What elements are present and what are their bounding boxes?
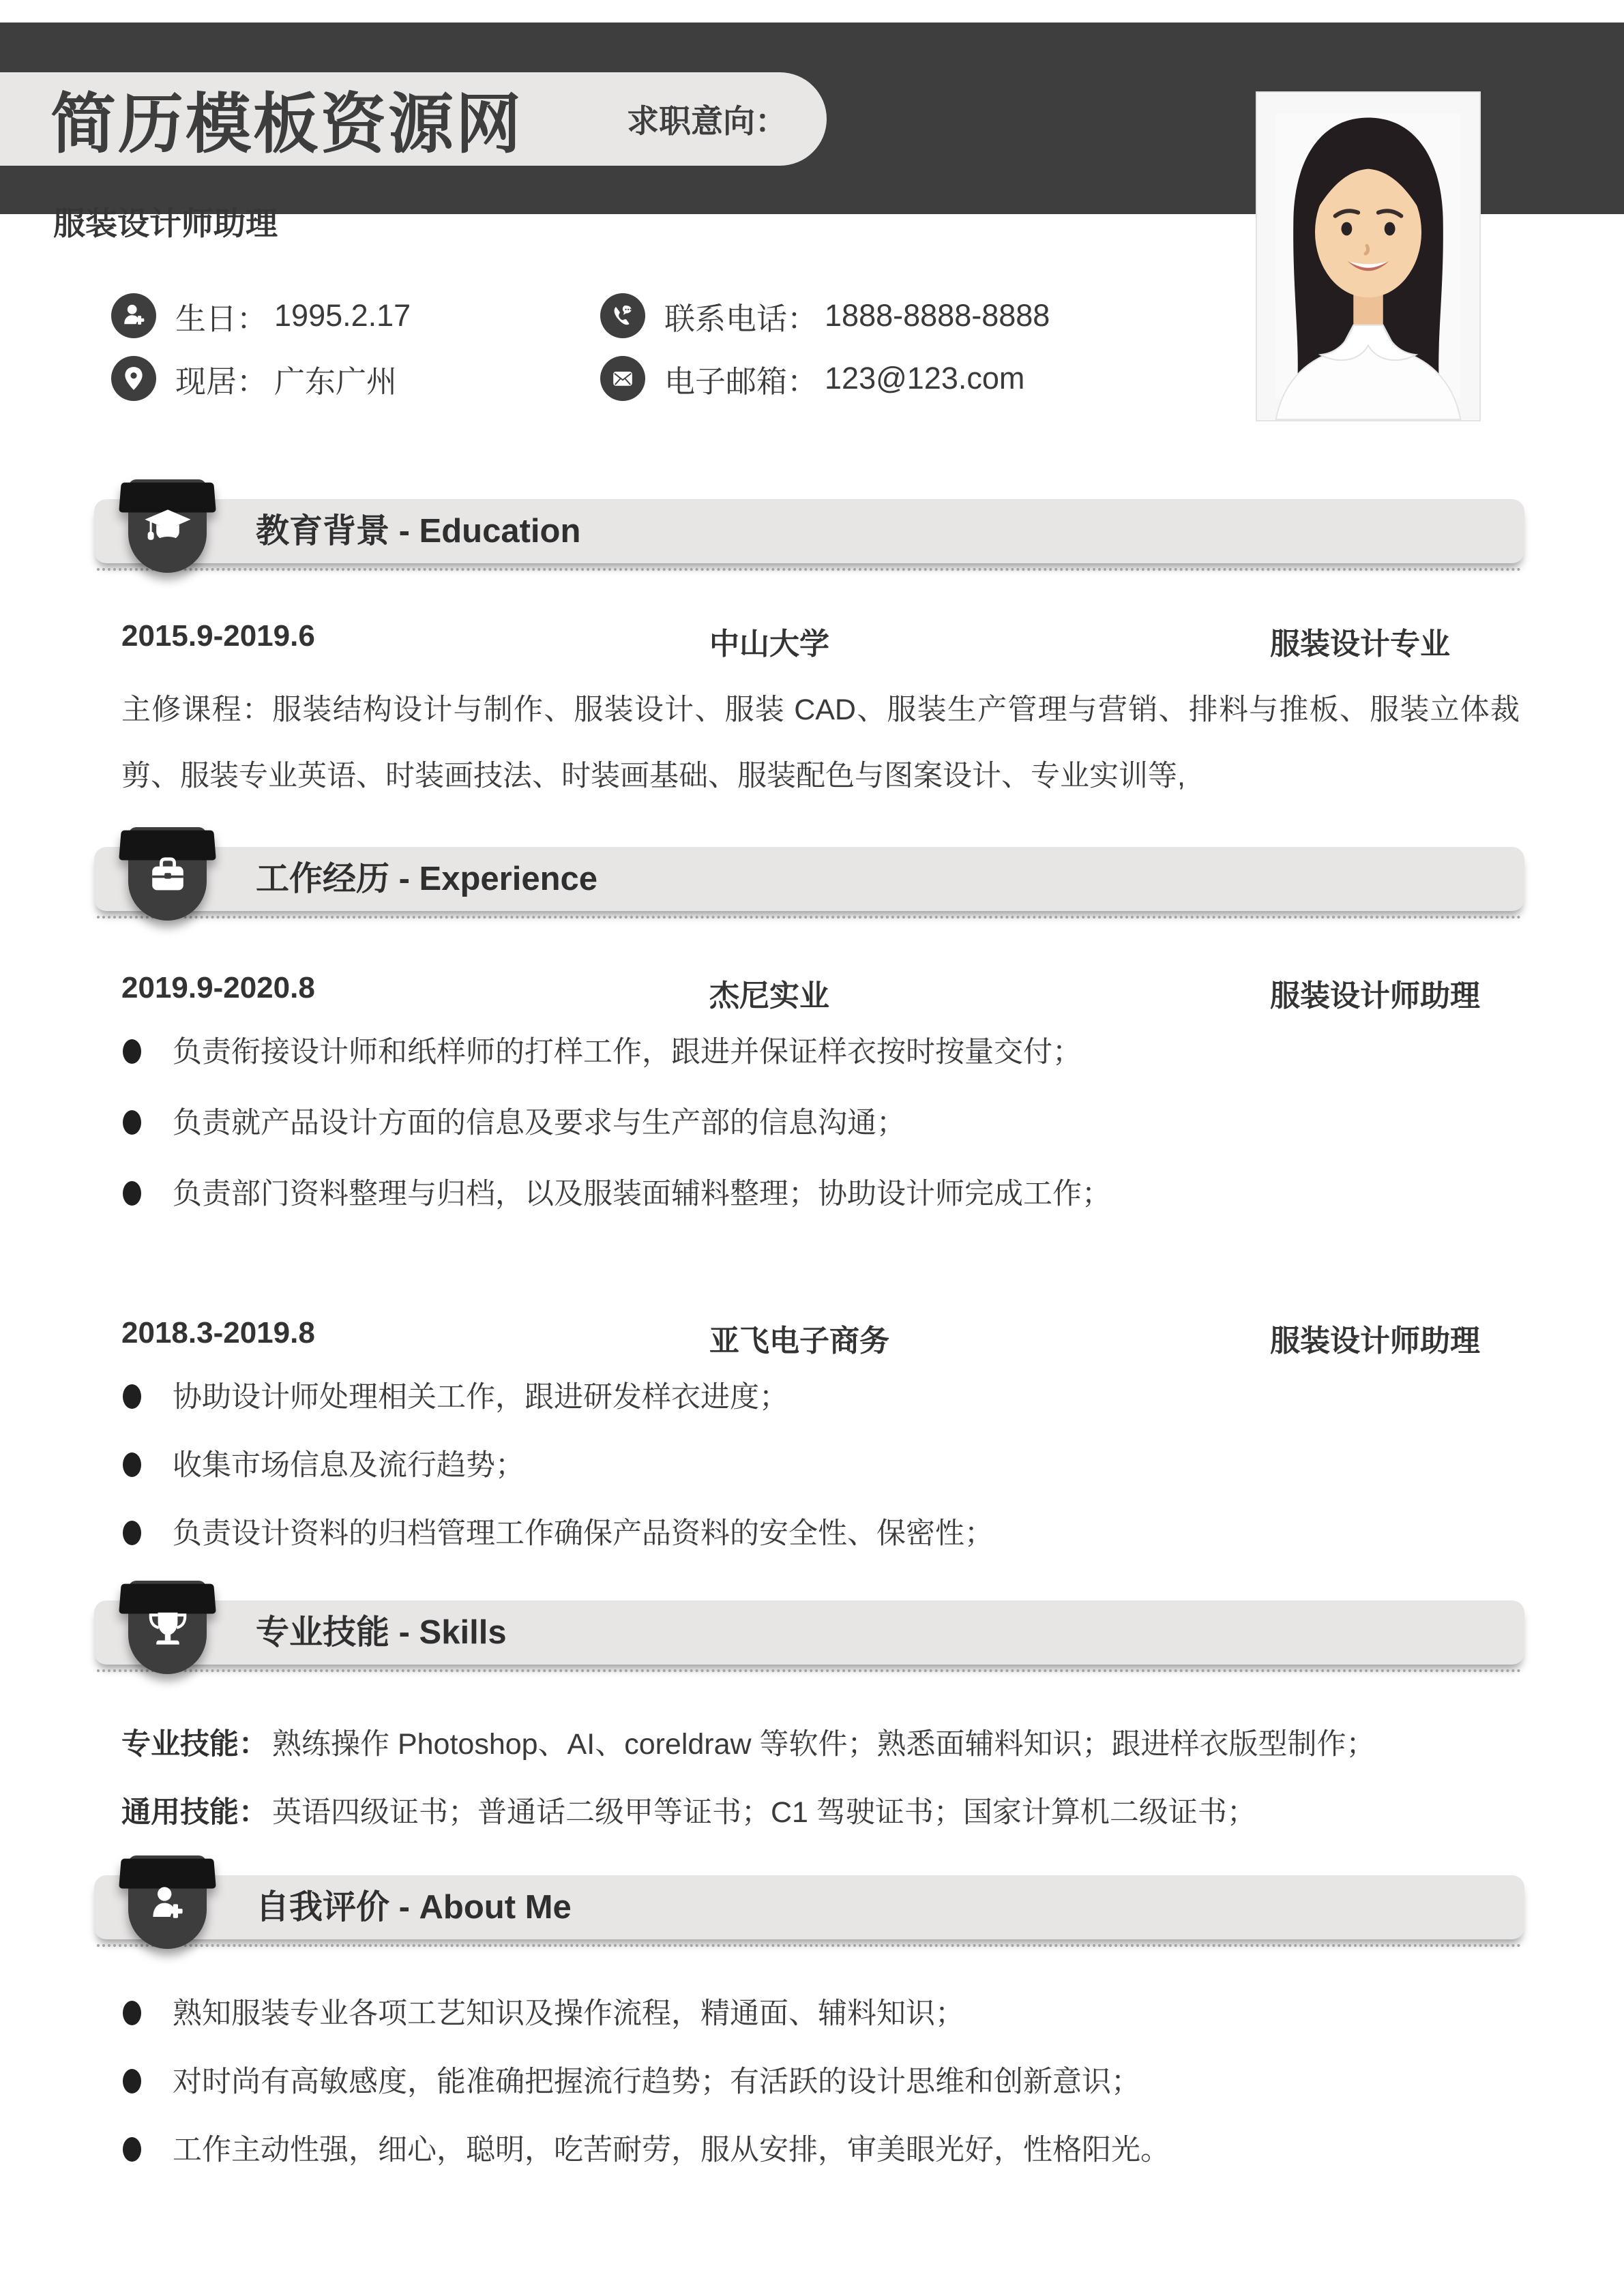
experience-company: 杰尼实业 [709, 979, 829, 1013]
experience-bullets [121, 1379, 1526, 1583]
briefcase-icon [128, 827, 207, 921]
section-about-header [94, 1875, 1524, 1939]
skills-label: 专业技能： [121, 1728, 268, 1761]
user-plus-icon [128, 1855, 207, 1949]
list-item [121, 1515, 1526, 1552]
bullet-dot [123, 1039, 141, 1064]
list-item [121, 2063, 1526, 2100]
user-plus-icon [111, 293, 156, 338]
phone-icon [600, 293, 645, 338]
experience-entry [121, 971, 1520, 1013]
bullet-text: 协助设计师处理相关工作，跟进研发样衣进度； [173, 1381, 788, 1414]
bullet-dot [123, 2001, 141, 2025]
list-item [121, 1176, 1526, 1212]
bullet-dot [123, 2137, 141, 2162]
list-item [121, 1105, 1526, 1142]
contact-label: 生日： [175, 301, 268, 336]
contact-birthday [111, 293, 600, 338]
bullet-dot [123, 2069, 141, 2093]
experience-period: 2018.3-2019.8 [121, 1316, 315, 1350]
experience-bullets [121, 1034, 1526, 1247]
bullet-dot [123, 1521, 141, 1545]
bullet-text: 工作主动性强，细心，聪明，吃苦耐劳，服从安排，审美眼光好，性格阳光。 [173, 2134, 1170, 2166]
portrait-illustration [1257, 93, 1479, 420]
bullet-text: 熟知服装专业各项工艺知识及操作流程，精通面、辅料知识； [173, 1997, 964, 2030]
bullet-text: 负责衔接设计师和纸样师的打样工作，跟进并保证样衣按时按量交付； [173, 1036, 1082, 1069]
bullet-text: 负责设计资料的归档管理工作确保产品资料的安全性、保密性； [173, 1517, 994, 1550]
contact-label: 现居： [175, 363, 268, 399]
experience-entry [121, 1316, 1520, 1358]
bullet-text: 负责部门资料整理与归档，以及服装面辅料整理；协助设计师完成工作； [173, 1178, 1111, 1210]
education-courses: 主修课程：服装结构设计与制作、服装设计、服装 CAD、服装生产管理与营销、排料与推板、服装立体裁剪、服装专业英语、时装画技法、时装画基础、服装配色与图案设计、专业实训等, [121, 694, 1520, 792]
contact-value: 123@123.com [825, 361, 1025, 396]
bullet-dot [123, 1384, 141, 1409]
skills-line-professional [121, 1721, 1526, 1763]
bullet-dot [123, 1452, 141, 1477]
list-item [121, 1034, 1526, 1071]
contact-info [111, 293, 1050, 401]
contact-value: 广东广州 [274, 363, 398, 399]
contact-location [111, 356, 600, 401]
contact-phone [600, 293, 1050, 338]
header-banner [0, 72, 827, 166]
experience-role: 服装设计师助理 [1270, 979, 1480, 1013]
experience-company: 亚飞电子商务 [709, 1324, 889, 1358]
bullet-text: 对时尚有高敏感度，能准确把握流行趋势；有活跃的设计思维和创新意识； [173, 2066, 1140, 2098]
contact-label: 电子邮箱： [664, 363, 818, 399]
list-item [121, 1379, 1526, 1416]
skills-label: 通用技能： [121, 1796, 268, 1829]
job-title: 服装设计师助理 [53, 205, 278, 241]
bullet-dot [123, 1110, 141, 1135]
list-item [121, 1447, 1526, 1484]
site-name: 简历模板资源网 [50, 88, 523, 161]
list-item [121, 2132, 1526, 2168]
list-item [121, 1995, 1526, 2032]
section-experience-header [94, 847, 1524, 911]
contact-value: 1995.2.17 [274, 298, 411, 333]
skills-line-general [121, 1789, 1526, 1831]
graduation-cap-icon [128, 479, 207, 573]
bullet-text: 负责就产品设计方面的信息及要求与生产部的信息沟通； [173, 1107, 906, 1139]
education-school: 中山大学 [709, 627, 829, 661]
education-entry [121, 619, 1520, 661]
section-skills-header [94, 1600, 1524, 1665]
bullet-text: 收集市场信息及流行趋势； [173, 1449, 525, 1482]
profile-photo [1256, 91, 1481, 421]
trophy-icon [128, 1581, 207, 1674]
section-title: 自我评价 - About Me [256, 1889, 572, 1926]
education-period: 2015.9-2019.6 [121, 619, 315, 653]
experience-role: 服装设计师助理 [1270, 1324, 1480, 1358]
about-bullets [121, 1995, 1526, 2200]
contact-label: 联系电话： [664, 301, 818, 336]
bullet-dot [123, 1181, 141, 1206]
section-education-header [94, 499, 1524, 563]
location-pin-icon [111, 356, 156, 401]
experience-period: 2019.9-2020.8 [121, 971, 315, 1004]
skills-text: 熟练操作 Photoshop、AI、coreldraw 等软件；熟悉面辅料知识；跟进样衣版型制作； [272, 1728, 1376, 1761]
skills-text: 英语四级证书；普通话二级甲等证书；C1 驾驶证书；国家计算机二级证书； [272, 1796, 1256, 1829]
contact-email [600, 356, 1050, 401]
section-title: 教育背景 - Education [256, 513, 581, 550]
job-intent-label: 求职意向： [627, 103, 787, 139]
education-major: 服装设计专业 [1270, 627, 1450, 661]
mail-icon [600, 356, 645, 401]
section-title: 工作经历 - Experience [256, 861, 598, 897]
section-title: 专业技能 - Skills [256, 1614, 507, 1651]
contact-value: 1888-8888-8888 [825, 298, 1050, 333]
